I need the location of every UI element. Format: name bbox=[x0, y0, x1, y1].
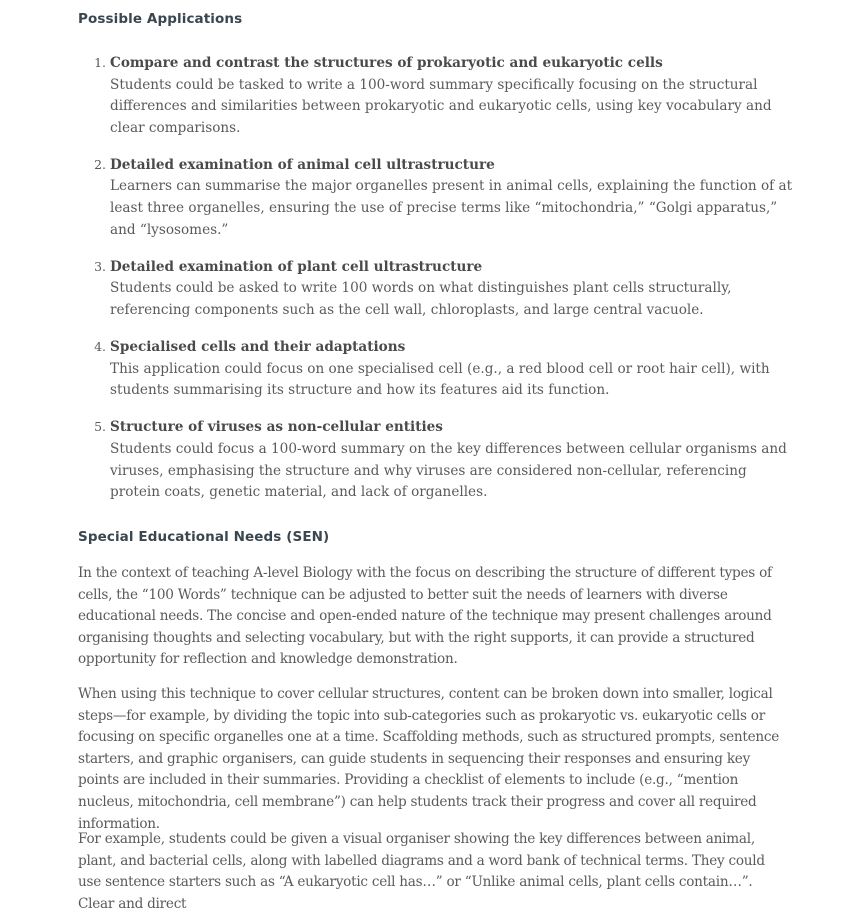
possible-applications-heading: Possible Applications bbox=[78, 11, 243, 27]
applications-list bbox=[78, 52, 800, 518]
list-item bbox=[110, 256, 800, 322]
item-description: This application could focus on one specialised cell (e.g., a red blood cell or root hair cell), with students summarising its structure and how its features aid its function. bbox=[110, 360, 770, 399]
list-item bbox=[110, 336, 800, 402]
list-item bbox=[110, 416, 800, 503]
item-description: Learners can summarise the major organelles present in animal cells, explaining the function of at least three organelles, ensuring the use of precise terms like “mitochondria,” “Golgi apparatus,” and “lysosomes.” bbox=[110, 178, 793, 238]
sen-heading: Special Educational Needs (SEN) bbox=[78, 529, 330, 545]
item-title: 3. Detailed examination of plant cell ultrastructure bbox=[110, 258, 483, 275]
sen-paragraph-1: In the context of teaching A-level Biology with the focus on describing the structure of different types of cells, the “100 Words” technique can be adjusted to better suit the needs of learners with diverse educational needs. The concise and open-ended nature of the technique may present challenges around organising thoughts and selecting vocabulary, but with the right supports, it can provide a structured opportunity for reflection and knowledge demonstration. bbox=[78, 565, 772, 668]
sen-paragraph-3: For example, students could be given a visual organiser showing the key differences between animal, plant, and bacterial cells, along with labelled diagrams and a word bank of technical terms. They could use sentence starters such as “A eukaryotic cell has…” or “Unlike animal cells, plant cells contain…”. Clear and direct bbox=[78, 831, 765, 912]
item-title: 1. Compare and contrast the structures of prokaryotic and eukaryotic cells bbox=[110, 55, 663, 71]
item-description: Students could be tasked to write a 100-word summary specifically focusing on the structural differences and similarities between prokaryotic and eukaryotic cells, using key vocabulary and clear comparisons. bbox=[110, 76, 772, 136]
item-description: Students could focus a 100-word summary on the key differences between cellular organisms and viruses, emphasising the structure and why viruses are considered non-cellular, referencing protein coats, genetic material, and lack of organelles. bbox=[110, 440, 787, 501]
item-title: 5. Structure of viruses as non-cellular entities bbox=[110, 419, 443, 436]
list-item bbox=[110, 154, 800, 241]
item-title: 2. Detailed examination of animal cell ultrastructure bbox=[110, 156, 495, 173]
list-item bbox=[110, 52, 800, 139]
sen-paragraph-2: When using this technique to cover cellular structures, content can be broken down into smaller, logical steps—for example, by dividing the topic into sub-categories such as prokaryotic vs. eukaryotic cells or focusing on specific organelles one at a time. Scaffolding methods, such as structured prompts, sentence starters, and graphic organisers, can guide students in sequencing their responses and ensuring key points are included in their summaries. Providing a checklist of elements to include (e.g., “mention nucleus, mitochondria, cell membrane”) can help students track their progress and cover all required information. bbox=[78, 686, 780, 832]
item-title: 4. Specialised cells and their adaptations bbox=[110, 339, 406, 356]
item-description: Students could be asked to write 100 words on what distinguishes plant cells structurally, referencing components such as the cell wall, chloroplasts, and large central vacuole. bbox=[110, 280, 732, 318]
